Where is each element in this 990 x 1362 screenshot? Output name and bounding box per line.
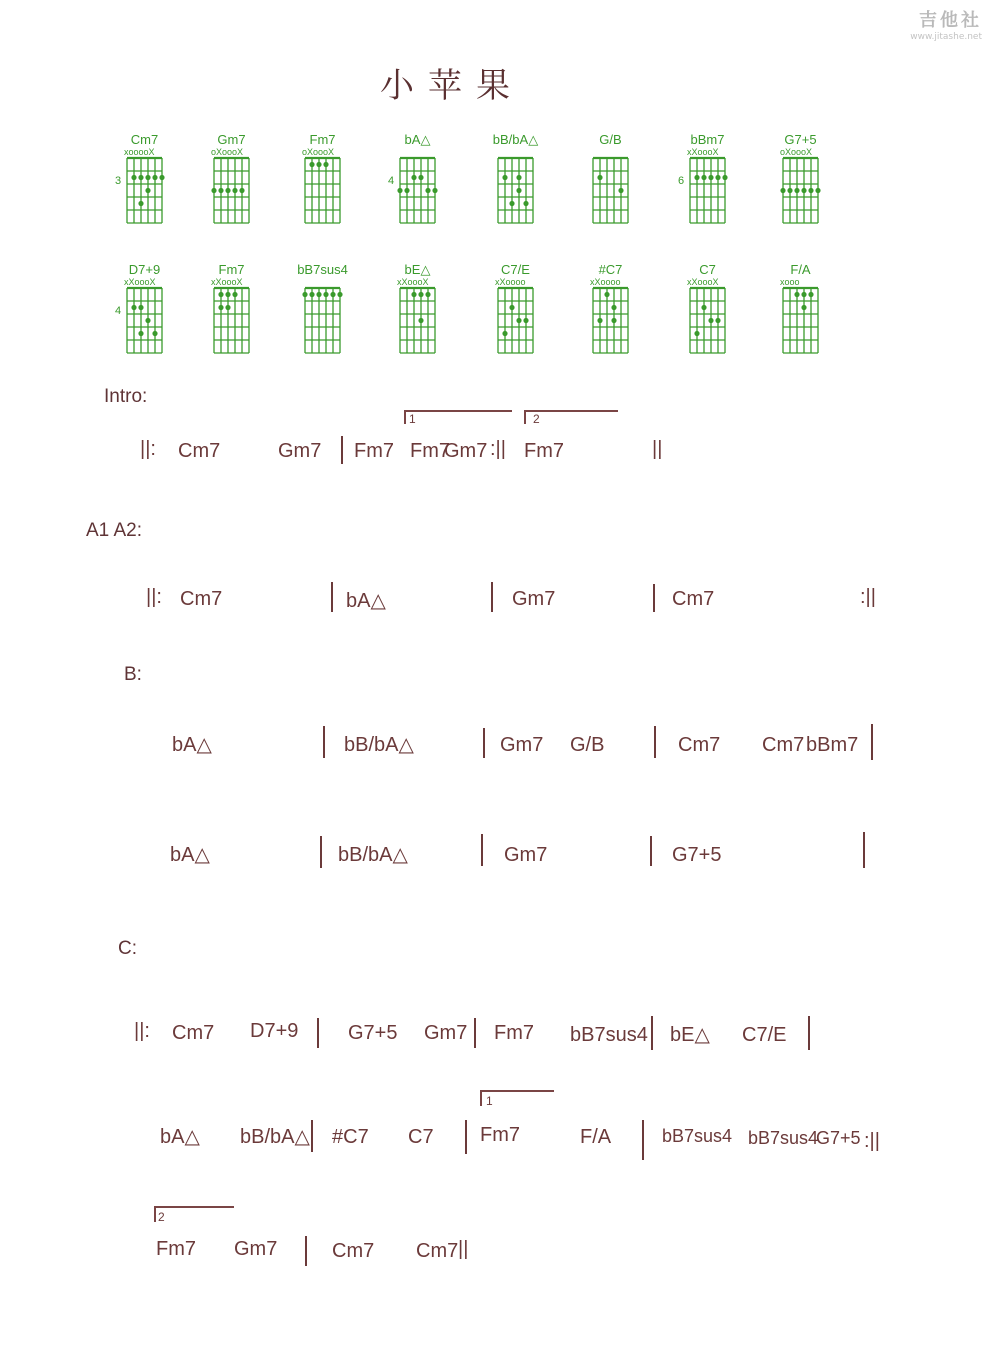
finger-dot	[597, 318, 602, 323]
finger-dot	[232, 292, 237, 297]
chord-diagram	[388, 132, 438, 223]
chord-diagram-name: G/B	[599, 132, 622, 147]
barline	[654, 726, 656, 758]
repeat-start: ||:	[146, 586, 162, 608]
chord-symbol: Gm7	[500, 734, 544, 756]
finger-dot	[701, 175, 706, 180]
chord-symbol: C7/E	[742, 1024, 787, 1046]
barline	[341, 436, 343, 464]
finger-dot	[523, 201, 528, 206]
fret-number: 4	[115, 305, 122, 317]
finger-dot	[509, 201, 514, 206]
finger-dot	[694, 331, 699, 336]
finger-dot	[302, 292, 307, 297]
string-marks: oXoooX	[780, 147, 813, 157]
chord-diagram-name: C7	[699, 262, 716, 277]
finger-dot	[411, 175, 416, 180]
finger-dot	[801, 188, 806, 193]
chord-symbol: Cm7	[672, 588, 715, 610]
volta-1-line	[404, 410, 512, 412]
finger-dot	[432, 188, 437, 193]
finger-dot	[316, 162, 321, 167]
finger-dot	[152, 175, 157, 180]
finger-dot	[425, 188, 430, 193]
section-c-label: C:	[118, 938, 137, 959]
volta-2-label: 2	[158, 1210, 165, 1224]
chord-symbol: Fm7	[524, 440, 564, 462]
finger-dot	[502, 331, 507, 336]
barline	[863, 832, 865, 868]
chord-diagram	[780, 262, 818, 353]
finger-dot	[138, 305, 143, 310]
chord-symbol: bB/bA△	[338, 844, 408, 866]
finger-dot	[225, 292, 230, 297]
chord-symbol: Fm7	[494, 1022, 534, 1044]
chord-symbol: bB/bA△	[240, 1126, 310, 1148]
finger-dot	[316, 292, 321, 297]
section-a-label: A1 A2:	[86, 520, 142, 541]
intro-label: Intro:	[104, 386, 148, 407]
chord-symbol: bB/bA△	[344, 734, 414, 756]
chord-symbol: Cm7	[416, 1240, 459, 1262]
finger-dot	[502, 175, 507, 180]
finger-dot	[159, 175, 164, 180]
chord-diagram-name: bB7sus4	[297, 262, 348, 277]
string-marks: xXoooX	[124, 277, 156, 287]
finger-dot	[330, 292, 335, 297]
chord-diagram-name: Fm7	[309, 132, 336, 147]
finger-dot	[516, 318, 521, 323]
volta-1-bracket	[404, 410, 406, 424]
string-marks: xXoooX	[211, 277, 243, 287]
finger-dot	[618, 188, 623, 193]
chord-diagram	[302, 132, 340, 223]
string-marks: xXoooX	[397, 277, 429, 287]
chord-diagram	[590, 262, 628, 353]
finger-dot	[794, 188, 799, 193]
barline	[481, 834, 483, 866]
chord-symbol: Gm7	[278, 440, 322, 462]
finger-dot	[309, 292, 314, 297]
volta-1-bracket	[480, 1090, 482, 1106]
finger-dot	[218, 188, 223, 193]
chord-diagram-name: bBm7	[690, 132, 725, 147]
finger-dot	[611, 318, 616, 323]
chord-symbol: bE△	[670, 1024, 710, 1046]
finger-dot	[138, 331, 143, 336]
fret-number: 3	[115, 175, 122, 187]
chord-diagram	[493, 132, 538, 223]
volta-1-label: 1	[409, 412, 416, 426]
chord-symbol: Cm7	[332, 1240, 375, 1262]
volta-2-label: 2	[533, 412, 540, 426]
chord-symbol: bA△	[170, 844, 210, 866]
barline	[808, 1016, 810, 1050]
chord-diagram-name: bE△	[404, 262, 431, 277]
chord-symbol: bB7sus4	[570, 1024, 648, 1046]
finger-dot	[323, 292, 328, 297]
finger-dot	[425, 292, 430, 297]
chord-diagram	[211, 262, 249, 353]
watermark-url: www.jitashe.net	[910, 32, 982, 42]
finger-dot	[404, 188, 409, 193]
volta-2-line	[154, 1206, 234, 1208]
finger-dot	[801, 292, 806, 297]
finger-dot	[337, 292, 342, 297]
finger-dot	[801, 305, 806, 310]
barline	[650, 836, 652, 866]
barline	[651, 1016, 653, 1050]
chord-symbol: bB7sus4	[662, 1126, 733, 1146]
chord-symbol: F/A	[580, 1126, 612, 1148]
barline	[305, 1236, 307, 1266]
chord-diagram	[687, 262, 725, 353]
chord-diagram-name: C7/E	[501, 262, 530, 277]
chord-diagram-name: G7+5	[784, 132, 817, 147]
finger-dot	[715, 318, 720, 323]
chord-symbol: Cm7	[172, 1022, 215, 1044]
section-b-label: B:	[124, 664, 142, 685]
finger-dot	[715, 175, 720, 180]
chord-symbol: #C7	[332, 1126, 369, 1148]
chord-symbol: Gm7	[424, 1022, 468, 1044]
watermark-logo: 吉他社	[919, 10, 982, 31]
finger-dot	[145, 318, 150, 323]
finger-dot	[218, 292, 223, 297]
chord-symbol: G7+5	[672, 844, 722, 866]
finger-dot	[808, 292, 813, 297]
fret-number: 4	[388, 175, 395, 187]
finger-dot	[218, 305, 223, 310]
finger-dot	[701, 305, 706, 310]
chord-diagrams	[0, 0, 990, 380]
repeat-end: :||	[864, 1130, 880, 1152]
chord-diagram	[397, 262, 435, 353]
chord-symbol: G/B	[570, 734, 605, 756]
chord-symbol: Gm7	[504, 844, 548, 866]
finger-dot	[131, 175, 136, 180]
barline	[642, 1120, 644, 1160]
song-title: 小苹果	[380, 66, 524, 106]
chord-diagram-name: Cm7	[130, 132, 159, 147]
chord-symbol: bBm7	[806, 734, 859, 756]
finger-dot	[708, 175, 713, 180]
chord-symbol: bA△	[346, 590, 386, 612]
chord-diagram-name: D7+9	[128, 262, 161, 277]
chord-diagram	[297, 262, 348, 353]
chord-diagram-name: #C7	[598, 262, 623, 277]
finger-dot	[516, 175, 521, 180]
chord-symbol: bB7sus4	[748, 1128, 819, 1148]
finger-dot	[239, 188, 244, 193]
chord-symbol: Gm7	[444, 440, 488, 462]
barline	[483, 728, 485, 758]
string-marks: xXoooo	[590, 277, 621, 287]
finger-dot	[794, 292, 799, 297]
finger-dot	[597, 175, 602, 180]
chord-symbol: G7+5	[348, 1022, 398, 1044]
finger-dot	[708, 318, 713, 323]
chord-diagram-name: bA△	[404, 132, 431, 147]
string-marks: xXoooX	[687, 277, 719, 287]
finger-dot	[138, 175, 143, 180]
chord-symbol: Gm7	[234, 1238, 278, 1260]
fret-number: 6	[678, 175, 685, 187]
chord-diagram	[780, 132, 821, 223]
chord-diagram	[495, 262, 533, 353]
finger-dot	[309, 162, 314, 167]
chord-symbol: D7+9	[250, 1020, 299, 1042]
final-barline: ||	[652, 438, 663, 460]
string-marks: xXoooo	[495, 277, 526, 287]
finger-dot	[138, 201, 143, 206]
finger-dot	[787, 188, 792, 193]
volta-1-label: 1	[486, 1094, 493, 1108]
chord-diagram-name: Gm7	[217, 132, 246, 147]
chord-diagram	[593, 132, 628, 223]
chord-symbol: Fm7	[156, 1238, 196, 1260]
barline	[474, 1018, 476, 1048]
finger-dot	[211, 188, 216, 193]
string-marks: xooooX	[124, 147, 155, 157]
chord-symbol: Gm7	[512, 588, 556, 610]
volta-2-bracket	[524, 410, 526, 424]
finger-dot	[418, 318, 423, 323]
chord-symbol: bA△	[160, 1126, 200, 1148]
chord-diagram	[115, 262, 162, 353]
barline	[323, 726, 325, 758]
chord-symbol: G7+5	[816, 1128, 861, 1148]
barline	[331, 582, 333, 612]
finger-dot	[232, 188, 237, 193]
finger-dot	[418, 292, 423, 297]
chord-symbol: Fm7	[410, 440, 450, 462]
barline	[653, 584, 655, 612]
finger-dot	[131, 305, 136, 310]
finger-dot	[323, 162, 328, 167]
chord-diagram-name: Fm7	[218, 262, 245, 277]
barline	[871, 724, 873, 760]
chord-symbol: Fm7	[480, 1124, 520, 1146]
chord-diagram	[211, 132, 249, 223]
finger-dot	[611, 305, 616, 310]
barline	[465, 1120, 467, 1154]
finger-dot	[516, 188, 521, 193]
volta-1-line	[480, 1090, 554, 1092]
finger-dot	[225, 305, 230, 310]
string-marks: oXoooX	[211, 147, 244, 157]
chord-diagram-name: F/A	[790, 262, 811, 277]
finger-dot	[225, 188, 230, 193]
final-barline: ||	[458, 1238, 469, 1260]
string-marks: xXoooX	[687, 147, 719, 157]
finger-dot	[523, 318, 528, 323]
volta-2-bracket	[154, 1206, 156, 1222]
chord-diagram	[678, 132, 728, 223]
chord-symbol: Cm7	[178, 440, 221, 462]
finger-dot	[604, 292, 609, 297]
chord-diagram	[115, 132, 165, 223]
chord-symbol: Fm7	[354, 440, 394, 462]
chord-symbol: bA△	[172, 734, 212, 756]
finger-dot	[808, 188, 813, 193]
finger-dot	[411, 292, 416, 297]
finger-dot	[397, 188, 402, 193]
chord-symbol: Cm7	[180, 588, 223, 610]
finger-dot	[780, 188, 785, 193]
chord-symbol: C7	[408, 1126, 434, 1148]
repeat-end: :||	[860, 586, 876, 608]
repeat-end: :||	[490, 438, 506, 460]
string-marks: xooo	[780, 277, 800, 287]
finger-dot	[145, 188, 150, 193]
repeat-start: ||:	[134, 1020, 150, 1042]
string-marks: oXoooX	[302, 147, 335, 157]
finger-dot	[509, 305, 514, 310]
barline	[317, 1018, 319, 1048]
finger-dot	[145, 175, 150, 180]
finger-dot	[694, 175, 699, 180]
barline	[311, 1120, 313, 1152]
finger-dot	[152, 331, 157, 336]
chord-symbol: Cm7	[678, 734, 721, 756]
chord-symbol: Cm7	[762, 734, 805, 756]
barline	[491, 582, 493, 612]
finger-dot	[722, 175, 727, 180]
finger-dot	[815, 188, 820, 193]
chord-diagram-name: bB/bA△	[492, 132, 539, 147]
finger-dot	[418, 175, 423, 180]
barline	[320, 836, 322, 868]
repeat-start: ||:	[140, 438, 156, 460]
